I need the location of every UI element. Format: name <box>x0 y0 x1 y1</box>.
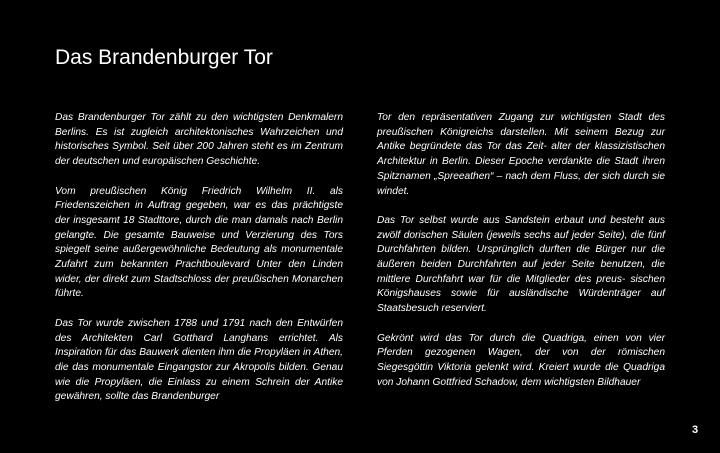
paragraph: Tor den repräsentativen Zugang zur wichtigsten Stadt des preußischen Königreichs darstellen. Mit seinem Bezug zur Antike begründete das Tor das Zeit- alter der klassizistischen Architektur in Berlin. Dieser Epoche verdankte die Stadt ihren Spitznamen „Spreeathen“ – nach dem Fluss, der sich durch sie windet. <box>377 112 665 197</box>
paragraph: Das Tor selbst wurde aus Sandstein erbaut und besteht aus zwölf dorischen Säulen (jeweils sechs auf jeder Seite), die fünf Durchfahrten bilden. Ursprünglich durften die Bürger nur die äußeren beiden Durchfahrten auf jeder Seite benutzen, die mittlere Durchfahrt war für die Mitglieder des preus- sischen Königshauses sowie für ausländische Würdenträger auf Staatsbesuch reserviert. <box>377 214 665 315</box>
page-title: Das Brandenburger Tor <box>55 46 273 69</box>
paragraph: Das Tor wurde zwischen 1788 und 1791 nach den Entwürfen des Architekten Carl Gotthard Langhans errichtet. Als Inspiration für das Bauwerk dienten ihm die Propyläen in Athen, die das monumentale Eingangstor zur Akropolis bilden. Genau wie die Propyläen, die Einlass zu einem Schrein der Antike gewähren, sollte das Brandenburger <box>55 317 343 403</box>
right-text-column <box>377 111 665 405</box>
paragraph: Vom preußischen König Friedrich Wilhelm II. als Friedenszeichen in Auftrag gegeben, war es das prächtigste der insgesamt 18 Stadttore, durch die man damals nach Berlin gelangte. Die gesamte Bauweise und Verzierung des Tors spiegelt seine außergewöhnliche Bedeutung als monumentale Zufahrt zum bekannten Prachtboulevard Unter den Linden wider, der direkt zum Stadtschloss der preußischen Monarchen führte. <box>55 185 343 300</box>
page-number: 3 <box>692 424 699 436</box>
paragraph: Das Brandenburger Tor zählt zu den wichtigsten Denkmalern Berlins. Es ist zugleich architektonisches Wahrzeichen und historisches Symbol. Seit über 200 Jahren steht es im Zentrum der deutschen und europäischen Geschichte. <box>55 112 343 168</box>
left-text-column <box>55 111 343 420</box>
paragraph: Gekrönt wird das Tor durch die Quadriga, einen von vier Pferden gezogenen Wagen, der von der römischen Siegesgöttin Viktoria gelenkt wird. Kreiert wurde die Quadriga von Johann Gottfried Schadow, dem wichtigsten Bildhauer <box>377 332 665 388</box>
